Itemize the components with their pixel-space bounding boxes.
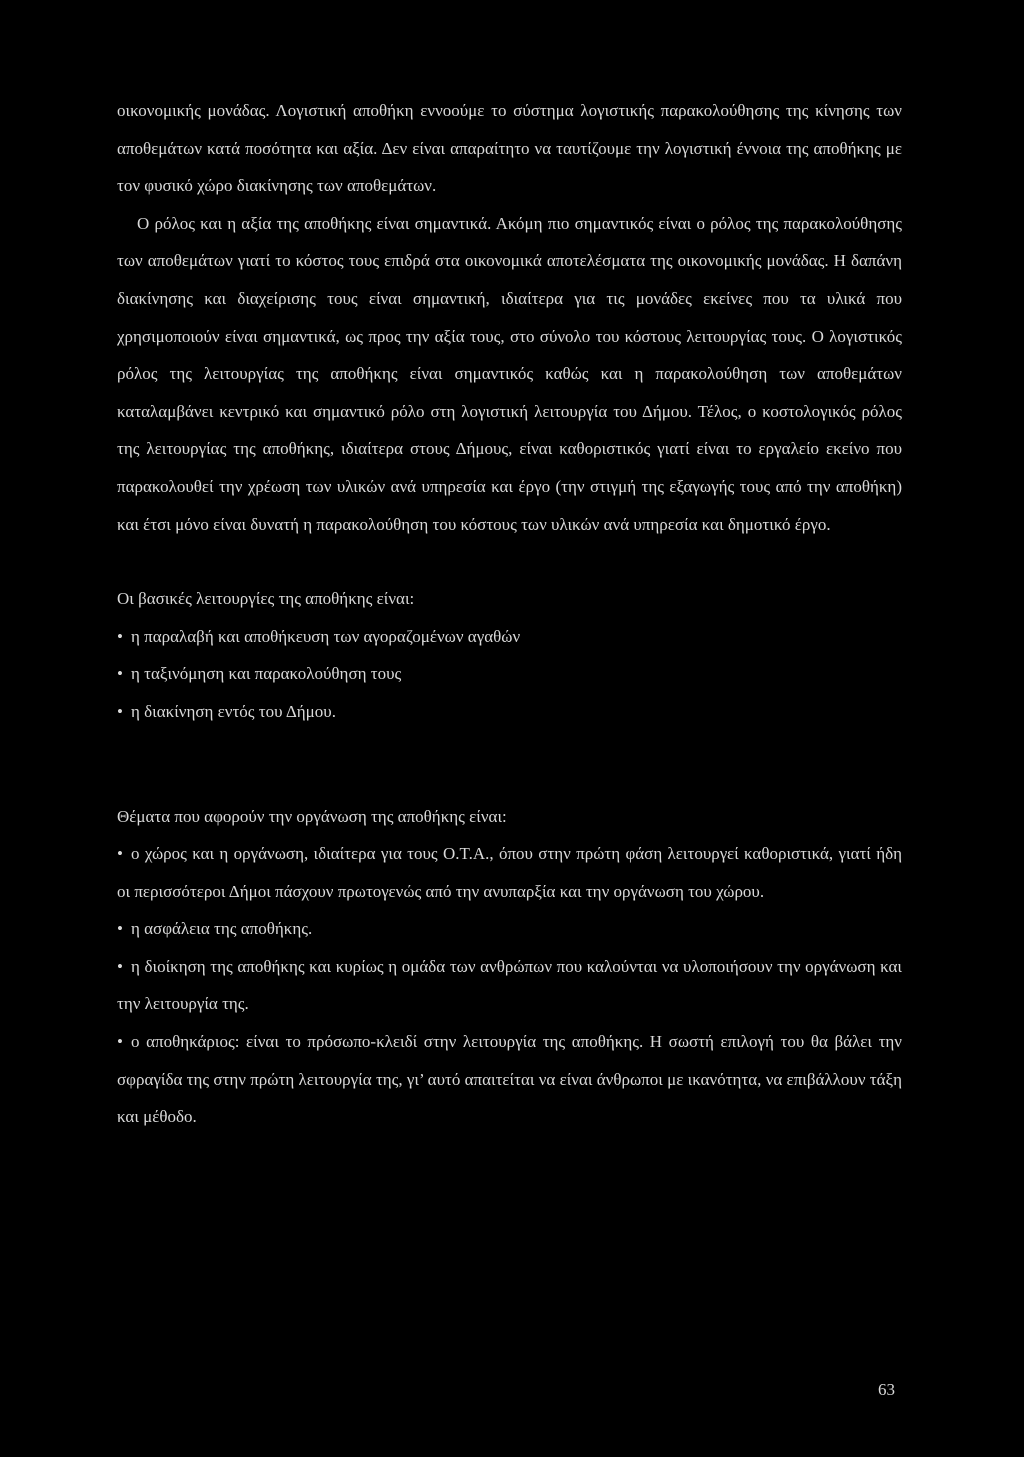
functions-list [117, 618, 902, 731]
page-number: 63 [878, 1380, 895, 1399]
list-item-text: η διοίκηση της αποθήκης και κυρίως η ομάδα των ανθρώπων που καλούνται να υλοποιήσουν την οργάνωση και την λειτουργία της. [117, 956, 902, 1014]
list-item [117, 693, 902, 731]
list-item [117, 910, 902, 948]
paragraph-1: οικονομικής μονάδας. Λογιστική αποθήκη εννοούμε το σύστημα λογιστικής παρακολούθησης της κίνησης των αποθεμάτων κατά ποσότητα και αξία. Δεν είναι απαραίτητο να ταυτίζουμε την λογιστική έννοια της αποθήκης με τον φυσικό χώρο διακίνησης των αποθεμάτων. [117, 101, 902, 196]
list-item [117, 1023, 902, 1136]
body-text [117, 92, 902, 543]
bullet-icon: • [117, 664, 123, 684]
bullet-icon: • [117, 626, 123, 646]
bullet-icon: • [117, 956, 123, 976]
bullet-icon: • [117, 919, 123, 939]
list-item-text: η διακίνηση εντός του Δήμου. [131, 701, 336, 721]
list-item-text: ο χώρος και η οργάνωση, ιδιαίτερα για τους Ο.Τ.Α., όπου στην πρώτη φάση λειτουργεί καθοριστικά, γιατί ήδη οι περισσότεροι Δήμοι πάσχουν πρωτογενώς από την ανυπαρξία και την οργάνωση του χώρου. [117, 844, 902, 901]
list-item [117, 655, 902, 693]
paragraph-2: Ο ρόλος και η αξία της αποθήκης είναι σημαντικά. Ακόμη πιο σημαντικός είναι ο ρόλος της παρακολούθησης των αποθεμάτων γιατί το κόστος τους επιδρά στα οικονομικά αποτελέσματα της οικονομικής μονάδας. Η δαπάνη διακίνησης και διαχείρισης τους είναι σημαντική, ιδιαίτερα για τις μονάδες εκείνες που τα υλικά που χρησιμοποιούν είναι σημαντικά, ως προς την αξία τους, στο σύνολο του κόστους λειτουργίας τους. Ο λογιστικός ρόλος της λειτουργίας της αποθήκης είναι σημαντικός καθώς και η παρακολούθηση των αποθεμάτων καταλαμβάνει κεντρικό και σημαντικό ρόλο στη λογιστική λειτουργία του Δήμου. Τέλος, ο κοστολογικός ρόλος της λειτουργίας της αποθήκης, ιδιαίτερα στους Δήμους, είναι καθοριστικός γιατί είναι το εργαλείο εκείνο που παρακολουθεί την χρέωση των υλικών ανά υπηρεσία και έργο (την στιγμή της εξαγωγής τους από την αποθήκη) και έτσι μόνο είναι δυνατή η παρακολούθηση του κόστους των υλικών ανά υπηρεσία και δημοτικό έργο. [117, 213, 902, 534]
organization-title: Θέματα που αφορούν την οργάνωση της αποθήκης είναι: [117, 806, 507, 826]
document-page [117, 92, 902, 1136]
list-item-text: η παραλαβή και αποθήκευση των αγοραζομένων αγαθών [131, 626, 521, 646]
list-item-text: η ταξινόμηση και παρακολούθηση τους [131, 664, 402, 684]
list-item-text: ο αποθηκάριος: είναι το πρόσωπο-κλειδί στην λειτουργία της αποθήκης. Η σωστή επιλογή του θα βάλει την σφραγίδα της στην πρώτη λειτουργία της, γι’ αυτό απαιτείται να είναι άνθρωποι με ικανότητα, να επιβάλλουν τάξη και μέθοδο. [117, 1032, 902, 1127]
bullet-icon: • [117, 844, 123, 864]
bullet-icon: • [117, 1032, 123, 1052]
list-item [117, 618, 902, 656]
bullet-icon: • [117, 701, 123, 721]
functions-title: Οι βασικές λειτουργίες της αποθήκης είναι: [117, 589, 415, 609]
organization-list [117, 835, 902, 1136]
list-item [117, 948, 902, 1023]
list-item-text: η ασφάλεια της αποθήκης. [131, 919, 313, 939]
list-item [117, 835, 902, 910]
